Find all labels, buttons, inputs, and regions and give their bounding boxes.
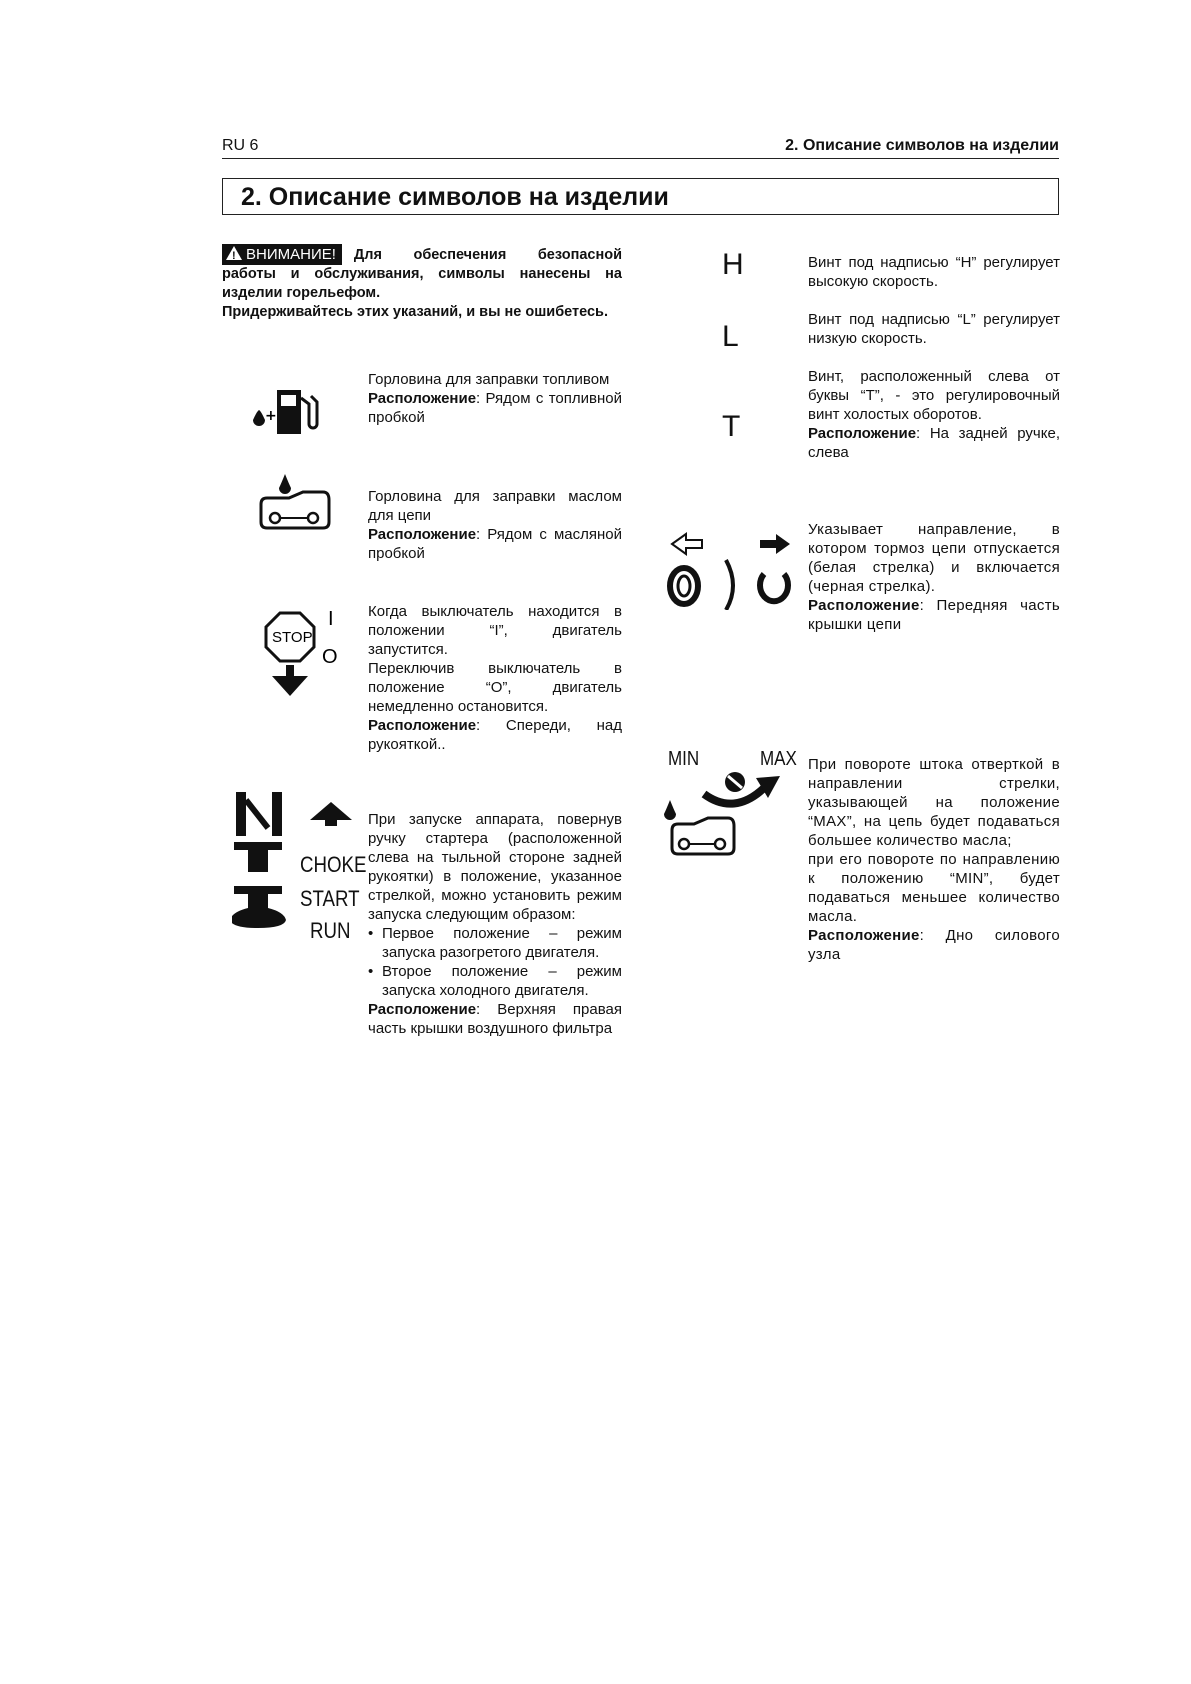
off-label: O [322,646,338,668]
stop-label: STOP [272,629,313,646]
h-screw-letter: H [722,248,744,281]
warning-text: Для обеспечения безопасной работы и обслуживания, символы нанесены на изделии горельефом. [222,247,622,301]
warning-paragraph [222,244,622,322]
section-title: 2. Описание символов на изделии [222,178,1059,215]
arrow-up-icon [308,800,354,830]
chain-brake-description: Указывает направление, в котором тормоз цепи отпускается (белая стрелка) и включается (черная стрелка). Расположение: Передняя часть крышки цепи [808,521,1060,633]
oil-adjust-icon [660,770,800,890]
chain-oil-icon [255,470,335,550]
h-screw-description: Винт под надписью “H” регулирует высокую скорость. [808,254,1060,290]
warning-triangle-icon [226,246,242,260]
run-label: RUN [310,918,351,943]
choke-description: При запуске аппарата, повернув ручку стартера (расположенной слева на тыльной стороне задней рукоятки) в положение, указанное стрелкой, можно установить режим запуска следующим образом: • Первое положение – режим запуска разогретого двигателя. • Второе положение – режим запуска холодного двигателя. Расположение: Верхняя правая часть крышки воздушного фильтра [368,810,622,1038]
start-mode-list [368,924,622,1000]
max-label: MAX [760,748,797,770]
svg-text:+: + [265,408,277,424]
chain-oil-description: Горловина для заправки маслом для цепи Расположение: Рядом с масляной пробкой [368,488,622,562]
start-label: START [300,886,360,911]
header-rule [222,158,1059,159]
warning-badge: !ВНИМАНИЕ! [222,244,342,265]
l-screw-letter: L [722,320,739,353]
l-screw-description: Винт под надписью “L” регулирует низкую скорость. [808,311,1060,347]
t-screw-description: Винт, расположенный слева от буквы “T”, - это регулировочный винт холостых оборотов. Расположение: На задней ручке, слева [808,368,1060,461]
choke-lever-icon [232,790,292,945]
page-label: RU 6 [222,137,259,154]
fuel-description: Горловина для заправки топливом Расположение: Рядом с топливной пробкой [368,371,622,426]
oil-adjust-description: При повороте штока отверткой в направлении стрелки, указывающей на положение “MAX”, на цепь будет подаваться большее количество масла; при его повороте по направлению к положению “MIN”, будет подаваться меньшее количество масла. Расположение: Дно силового узла [808,756,1060,963]
stop-switch-description: Когда выключатель находится в положении “I”, двигатель запустится. Переключив выключатель в положение “O”, двигатель немедленно остановится. Расположение: Спереди, над рукояткой.. [368,603,622,753]
list-item: • Первое положение – режим запуска разогретого двигателя. [382,924,622,962]
running-header: 2. Описание символов на изделии [785,137,1059,154]
list-item: • Второе положение – режим запуска холодного двигателя. [382,962,622,1000]
t-screw-letter: T [722,410,741,443]
choke-label: CHOKE [300,852,367,877]
warning-text-2: Придерживайтесь этих указаний, и вы не ошибетесь. [222,304,608,320]
fuel-pump-icon [245,380,325,440]
min-label: MIN [668,748,700,770]
stop-switch-icon [262,610,347,700]
chain-brake-icon [658,530,798,610]
on-label: I [328,610,334,630]
